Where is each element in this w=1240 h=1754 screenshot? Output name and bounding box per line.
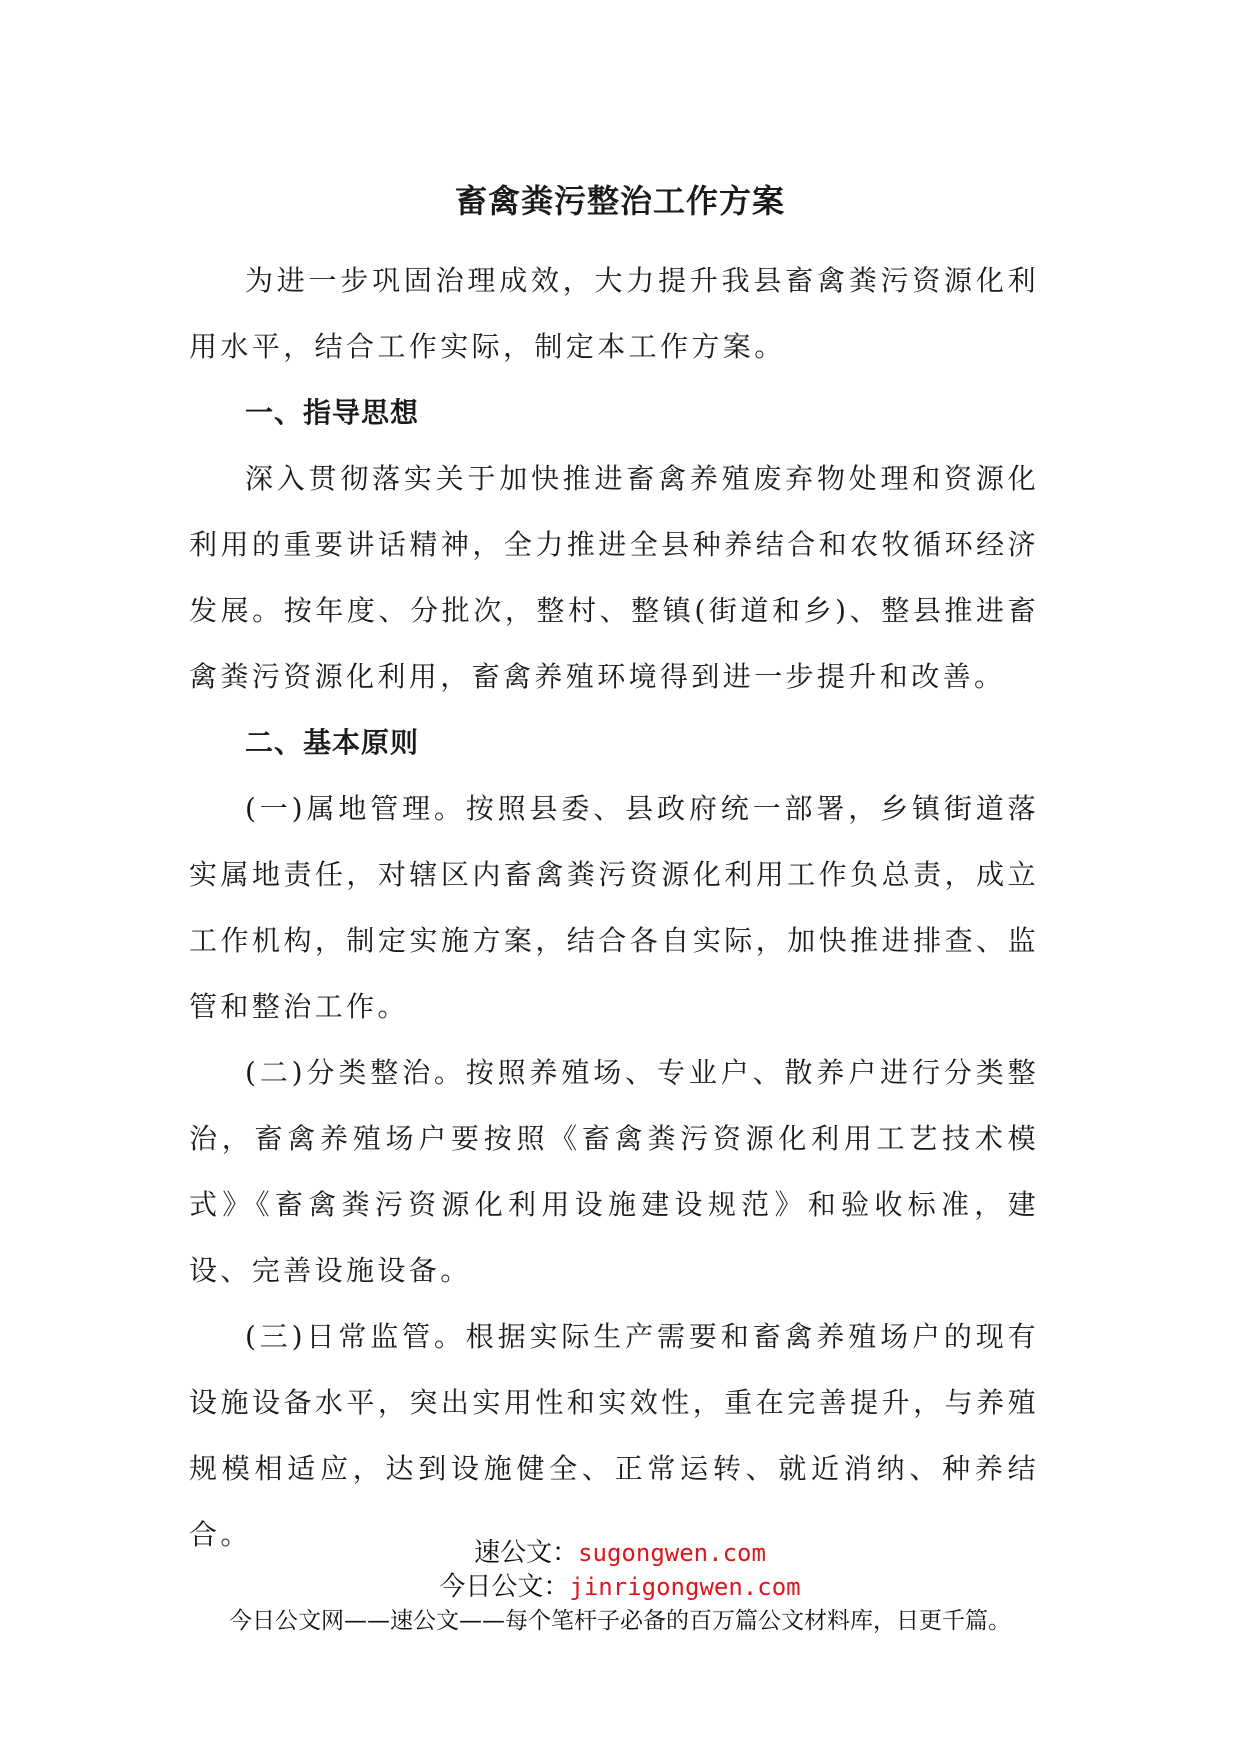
section-heading-basic-principles: 二、基本原则 (245, 726, 420, 759)
sugongwen-label: 速公文： (474, 1538, 579, 1568)
section-heading-guiding-ideology: 一、指导思想 (245, 396, 420, 429)
document-body (189, 248, 1039, 1568)
footer-line-sugongwen (0, 1536, 1240, 1570)
intro-paragraph: 为进一步巩固治理成效，大力提升我县畜禽粪污资源化利用水平，结合工作实际，制定本工作方案。 (189, 264, 1039, 363)
jinrigongwen-link[interactable]: jinrigongwen.com (569, 1573, 801, 1601)
footer-slogan: 今日公文网——速公文——每个笔杆子必备的百万篇公文材料库，日更千篇。 (229, 1608, 1011, 1634)
principle-territorial-management: (一)属地管理。按照县委、县政府统一部署，乡镇街道落实属地责任，对辖区内畜禽粪污资源化利用工作负总责，成立工作机构，制定实施方案，结合各自实际，加快推进排查、监管和整治工作。 (189, 792, 1039, 1023)
sugongwen-link[interactable]: sugongwen.com (578, 1539, 766, 1567)
jinrigongwen-label: 今日公文： (439, 1572, 570, 1602)
principle-daily-supervision: (三)日常监管。根据实际生产需要和畜禽养殖场户的现有设施设备水平，突出实用性和实效性，重在完善提升，与养殖规模相适应，达到设施健全、正常运转、就近消纳、种养结合。 (189, 1320, 1039, 1551)
footer-line-jinrigongwen (0, 1570, 1240, 1604)
guiding-ideology-paragraph: 深入贯彻落实关于加快推进畜禽养殖废弃物处理和资源化利用的重要讲话精神，全力推进全县种养结合和农牧循环经济发展。按年度、分批次，整村、整镇(街道和乡)、整县推进畜禽粪污资源化利用，畜禽养殖环境得到进一步提升和改善。 (189, 462, 1039, 693)
document-title: 畜禽粪污整治工作方案 (454, 182, 785, 220)
principle-classified-rectification: (二)分类整治。按照养殖场、专业户、散养户进行分类整治，畜禽养殖场户要按照《畜禽粪污资源化利用工艺技术模式》《畜禽粪污资源化利用设施建设规范》和验收标准，建设、完善设施设备。 (189, 1056, 1039, 1287)
watermark-footer (0, 1536, 1240, 1638)
